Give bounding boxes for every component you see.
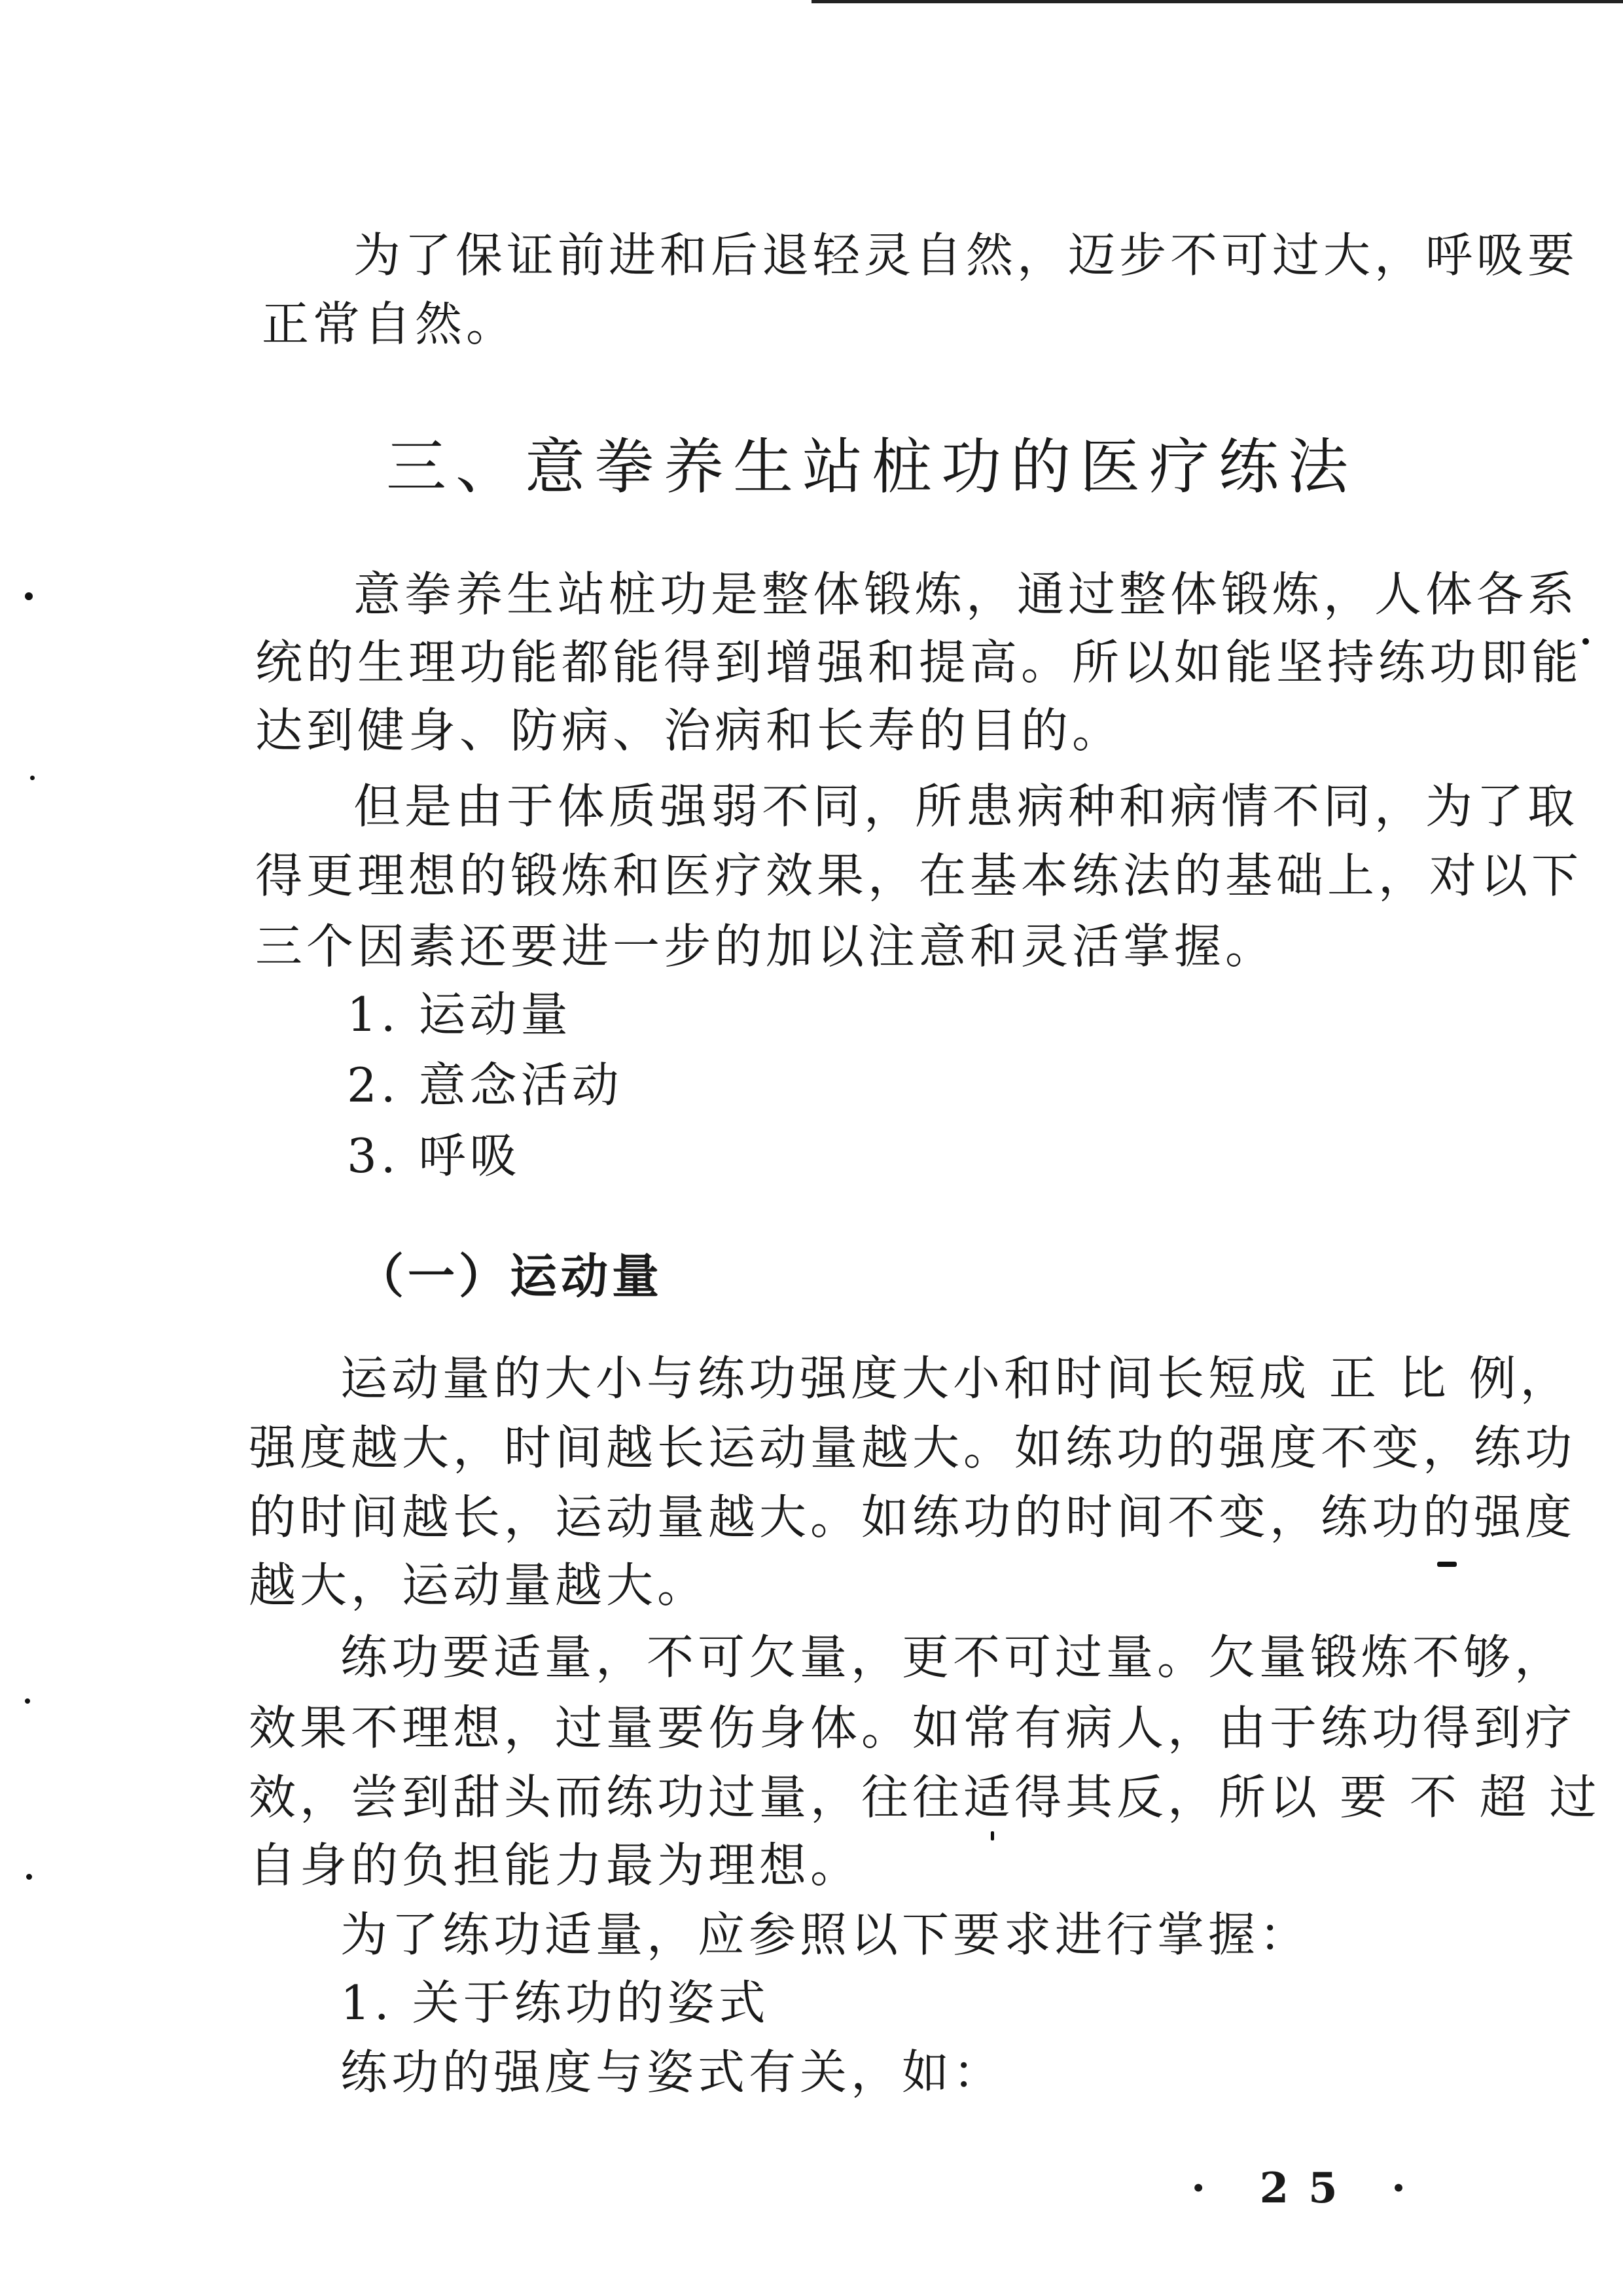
body-text-line: 为了保证前进和后退轻灵自然，迈步不可过大，呼吸要: [353, 228, 1579, 283]
body-text-line: 练功要适量，不可欠量，更不可过量。欠量锻炼不够，: [340, 1630, 1566, 1685]
section-title: 三、意拳养生站桩功的医疗练法: [386, 432, 1358, 502]
body-text-line: 正常自然。: [262, 296, 518, 351]
body-text-line: 统的生理功能都能得到增强和提高。所以如能坚持练功即能: [255, 635, 1583, 690]
body-text-line: 为了练功适量，应参照以下要求进行掌握：: [340, 1907, 1311, 1962]
scan-speck: [1582, 638, 1589, 645]
body-text-line: 的时间越长，运动量越大。如练功的时间不变，练功的强度: [249, 1490, 1577, 1545]
body-text-line: 越大，运动量越大。: [249, 1558, 709, 1613]
scan-speck: [25, 592, 33, 600]
body-text-line: 达到健身、防病、治病和长寿的目的。: [255, 703, 1124, 758]
top-border-rule: [812, 0, 1623, 3]
scan-speck: [1437, 1562, 1457, 1567]
body-text-line: 但是由于体质强弱不同，所患病种和病情不同，为了取: [353, 779, 1579, 834]
body-text-line: 练功的强度与姿式有关，如：: [340, 2045, 1005, 2100]
list-item: 2. 意念活动: [347, 1058, 623, 1113]
body-text-line: 效，尝到甜头而练功过量，往往适得其反，所以 要 不 超 过: [249, 1770, 1601, 1825]
list-item: 3. 呼吸: [347, 1128, 521, 1183]
body-text-line: 强度越大，时间越长运动量越大。如练功的强度不变，练功: [249, 1420, 1577, 1475]
body-text-line: 运动量的大小与练功强度大小和时间长短成 正 比 例，: [340, 1351, 1571, 1406]
body-text-line: 得更理想的锻炼和医疗效果，在基本练法的基础上，对以下: [255, 848, 1583, 903]
scan-speck: [26, 1874, 32, 1880]
page-number: · 25 ·: [1191, 2164, 1426, 2213]
body-text-line: 自身的负担能力最为理想。: [249, 1838, 862, 1893]
scan-speck: [30, 776, 35, 780]
scan-speck: [991, 1831, 994, 1840]
scan-speck: [25, 1698, 30, 1704]
body-text-line: 效果不理想，过量要伤身体。如常有病人，由于练功得到疗: [249, 1700, 1577, 1755]
body-text-line: 意拳养生站桩功是整体锻炼，通过整体锻炼，人体各系: [353, 567, 1579, 622]
item-heading: 1. 关于练功的姿式: [340, 1975, 770, 2030]
subsection-title: （一）运动量: [357, 1248, 664, 1304]
list-item: 1. 运动量: [347, 987, 572, 1042]
body-text-line: 三个因素还要进一步的加以注意和灵活掌握。: [255, 919, 1277, 974]
